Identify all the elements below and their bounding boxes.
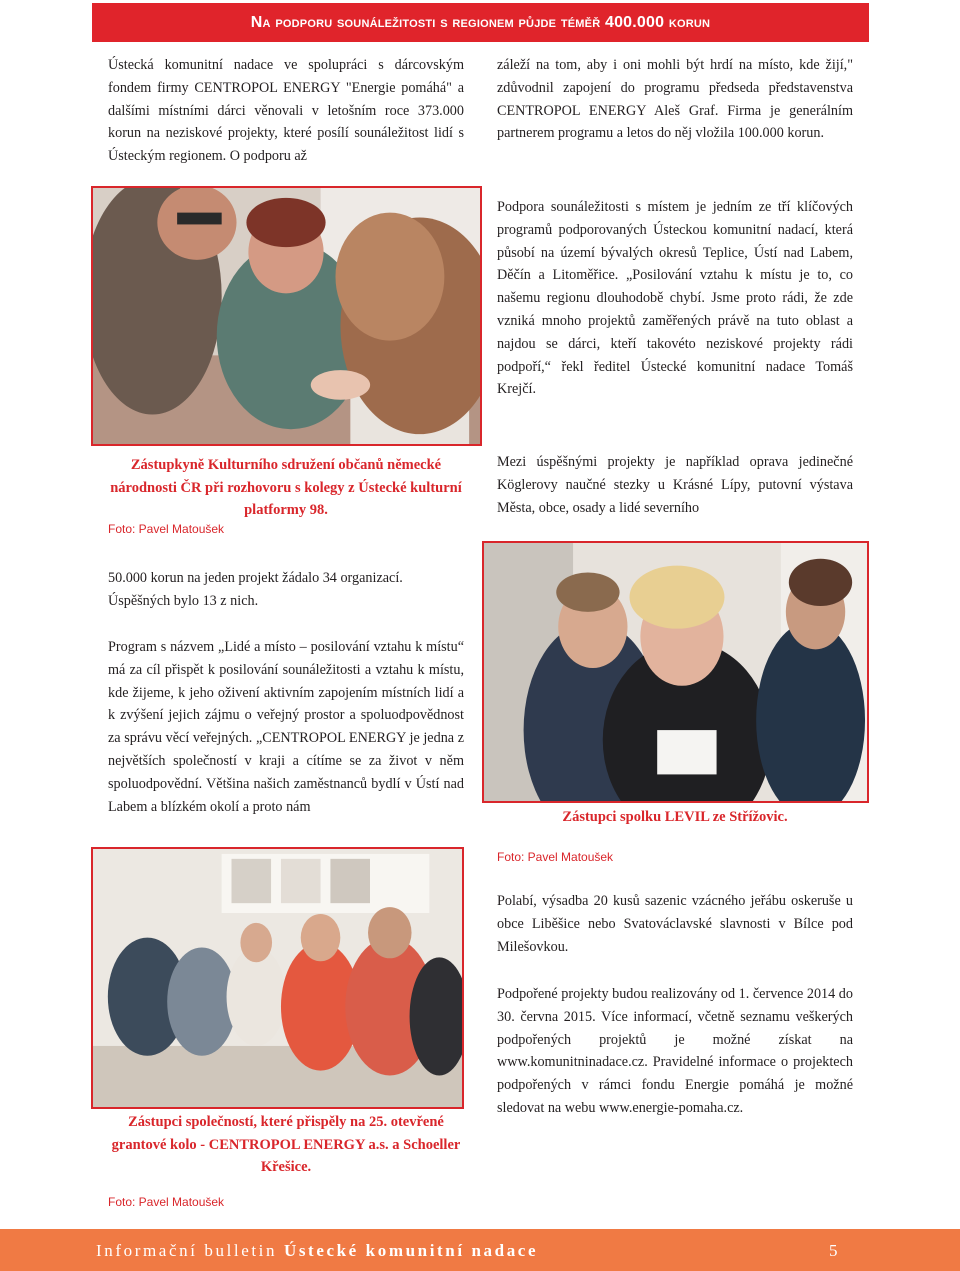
program-paragraph: Program s názvem „Lidé a místo – posilování vztahu k místu“ má za cíl přispět k posilování sounáležitosti a vztahu k místu, kde žijeme, k jeho oživení aktivním zapojením místních lidí a k zvýšení jejich zájmu o veřejný prostor a spoluodpovědnost za správu věcí veřejných. „CENTROPOL ENERGY je jedna z největších společností v kraji a cítíme se za život v něm spoluodpovědní. Většina našich zaměstnanců bydlí v Ústí nad Labem a blízkém okolí a proto nám — [108, 639, 464, 815]
photo3-caption: Zástupci společností, které přispěly na 25. otevřené grantové kolo - CENTROPOL ENERGY a.s. a Schoeller Křešice. — [111, 1114, 461, 1175]
page-title: Na podporu sounáležitosti s regionem půjde téměř 400.000 korun — [92, 3, 869, 42]
intro-right-paragraph: záleží na tom, aby i oni mohli být hrdí na místo, kde žijí," zdůvodnil zapojení do programu předseda představenstva CENTROPOL ENERGY Aleš Graf. Firma je generálním partnerem programu a letos do něj vložila 100.000 korun. — [497, 57, 853, 142]
intro-left-paragraph: Ústecká komunitní nadace ve spolupráci s dárcovským fondem firmy CENTROPOL ENERGY "Energie pomáhá" a dalšími místními dárci věnovali v letošním roce 373.000 korun na neziskové projekty, které posílí sounáležitost lidí s Ústeckým regionem. O podporu až — [108, 57, 464, 165]
footer-bar — [0, 1229, 960, 1271]
photo-levil — [482, 541, 869, 803]
applications-paragraph: 50.000 korun na jeden projekt žádalo 34 organizací. Úspěšných bylo 13 z nich. — [108, 570, 403, 609]
footer-organization: Ústecké komunitní nadace — [283, 1241, 539, 1260]
support-paragraph: Podpora sounáležitosti s místem je jedním ze tří klíčových programů podporovaných Ústeckou komunitní nadací, která působí na území bývalých okresů Teplice, Ústí nad Labem, Děčín a Litoměřice. „Posilování vztahu k místu je to, co našemu regionu dlouhodobě chybí. Jsme proto rádi, že zde vzniká mnoho projektů zaměřených právě na tuto oblast a najdou se dárci, kteří takovéto neziskové projekty rádi podpoří,“ řekl ředitel Ústecké komunitní nadace Tomáš Krejčí. — [497, 199, 853, 398]
footer-label — [96, 1241, 538, 1261]
photo-discussion — [91, 186, 482, 446]
polabi-paragraph: Polabí, výsadba 20 kusů sazenic vzácného jeřábu oskeruše u obce Liběšice nebo Svatováclavské slavnosti v Bílce pod Milešovkou. — [497, 893, 853, 955]
photo1-caption: Zástupkyně Kulturního sdružení občanů německé národnosti ČR při rozhovoru s kolegy z Ústecké kulturní platformy 98. — [110, 457, 462, 518]
realization-paragraph: Podpořené projekty budou realizovány od 1. července 2014 do 30. června 2015. Více informací, včetně seznamu veškerých podpořených projektů je možné získat na www.komunitninadace.cz. Pravidelné informace o projektech podpořených v rámci fondu Energie pomáhá je možné sledovat na webu www.energie-pomaha.cz. — [497, 986, 853, 1116]
photo-contributors — [91, 847, 464, 1109]
success-paragraph: Mezi úspěšnými projekty je například oprava jedinečné Köglerovy naučné stezky u Krásné Lípy, putovní výstava Města, obce, osady a lidé severního — [497, 454, 853, 516]
photo2-credit: Foto: Pavel Matoušek — [497, 850, 614, 864]
photo1-credit: Foto: Pavel Matoušek — [108, 522, 225, 536]
footer-bulletin-label: Informační bulletin — [96, 1241, 278, 1260]
page-number: 5 — [829, 1241, 838, 1260]
photo3-credit: Foto: Pavel Matoušek — [108, 1195, 225, 1209]
photo2-caption: Zástupci spolku LEVIL ze Střížovic. — [562, 809, 788, 825]
